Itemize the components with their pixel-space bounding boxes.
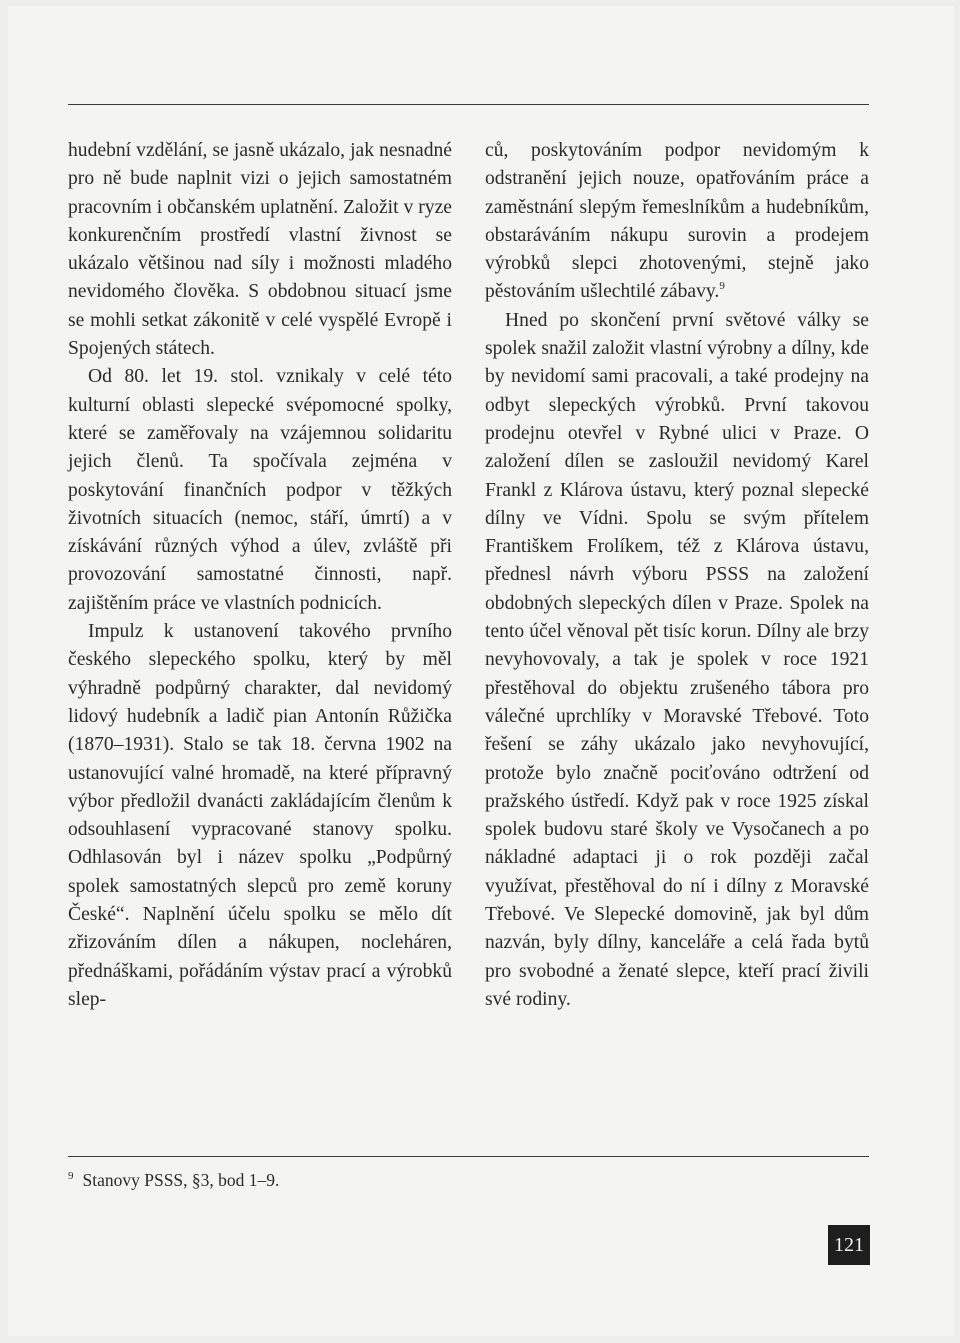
paragraph: Hned po skončení první světové války se spolek snažil založit vlastní výrobny a dílny, kde by nevidomí sami pracovali, a také prodejny na odbyt slepeckých výrobků. První takovou prodejnu otevřel v Rybné ulici v Praze. O založení dílen se zasloužil nevidomý Karel Frankl z Klárova ústavu, který poznal slepecké dílny ve Vídni. Spolu se svým přítelem Františkem Frolíkem, též z Klárova ústavu, přednesl návrh výboru PSSS na založení obdobných slepeckých dílen v Praze. Spolek na tento účel věnoval pět tisíc korun. Dílny ale brzy nevyhovovaly, a tak je spolek v roce 1921 přestěhoval do objektu zrušeného tábora pro válečné uprchlíky v Moravské Třebové. Toto řešení se záhy ukázalo jako nevyhovující, protože bylo značně pociťováno odtržení od pražského ústředí. Když pak v roce 1925 získal spolek budovu staré školy ve Vysočanech a po nákladné adaptaci ji o rok později začal využívat, přestěhoval do ní i dílny z Moravské Třebové. Ve Slepecké domovině, jak byl dům nazván, byly dílny, kanceláře a celá řada bytů pro svobodné a ženaté slepce, kteří prací živili své rodiny. <box>485 309 869 1010</box>
paragraph: Od 80. let 19. stol. vznikaly v celé této kulturní oblasti slepecké svépomocné spolky, které se zaměřovaly na vzájemnou solidaritu jejich členů. Ta spočívala zejména v poskytování finančních podpor v těžkých životních situacích (nemoc, stáří, úmrtí) a v získávání různých výhod a úlev, zvláště při provozování samostatné činnosti, např. zajištěním práce ve vlastních podnicích. <box>68 366 452 614</box>
header-rule <box>68 104 869 105</box>
paragraph <box>485 137 869 307</box>
paragraph-text: ců, poskytováním podpor nevidomým k odstranění jejich nouze, opatřováním práce a zaměstnání slepým řemeslníkům a hudebníkům, obstaráváním nákupu surovin a prodejem výrobků slepci zhotovenými, stejně jako pěstováním ušlechtilé zábavy. <box>485 140 869 303</box>
left-text-column <box>68 137 452 1014</box>
footnote <box>68 1163 668 1193</box>
footnote-text: Stanovy PSSS, §3, bod 1–9. <box>82 1170 280 1190</box>
right-text-column <box>485 137 869 1014</box>
footnote-rule <box>68 1156 869 1157</box>
paragraph: Impulz k ustanovení takového prvního českého slepeckého spolku, který by měl výhradně podpůrný charakter, dal nevidomý lidový hudebník a ladič pian Antonín Růžička (1870–1931). Stalo se tak 18. června 1902 na ustanovující valné hromadě, na které přípravný výbor předložil dvanácti zakládajícím členům k odsouhlasení vypracované stanovy spolku. Odhlasován byl i název spolku „Podpůrný spolek samostatných slepců pro země koruny České“. Naplnění účelu spolku se mělo dít zřizováním dílen a nákupen, nocleháren, přednáškami, pořádáním výstav prací a výrobků slep- <box>68 621 452 1010</box>
footnote-reference: 9 <box>719 280 725 293</box>
paragraph: hudební vzdělání, se jasně ukázalo, jak nesnadné pro ně bude naplnit vizi o jejich samostatném pracovním i občanském uplatnění. Založit v ryze konkurenčním prostředí vlastní živnost se ukázalo většinou nad síly i možnosti mladého nevidomého člověka. S obdobnou situací jsme se mohli setkat zákonitě v celé vyspělé Evropě i Spojených státech. <box>68 140 452 360</box>
footnote-number: 9 <box>68 1170 74 1182</box>
page-number: 121 <box>828 1225 870 1265</box>
